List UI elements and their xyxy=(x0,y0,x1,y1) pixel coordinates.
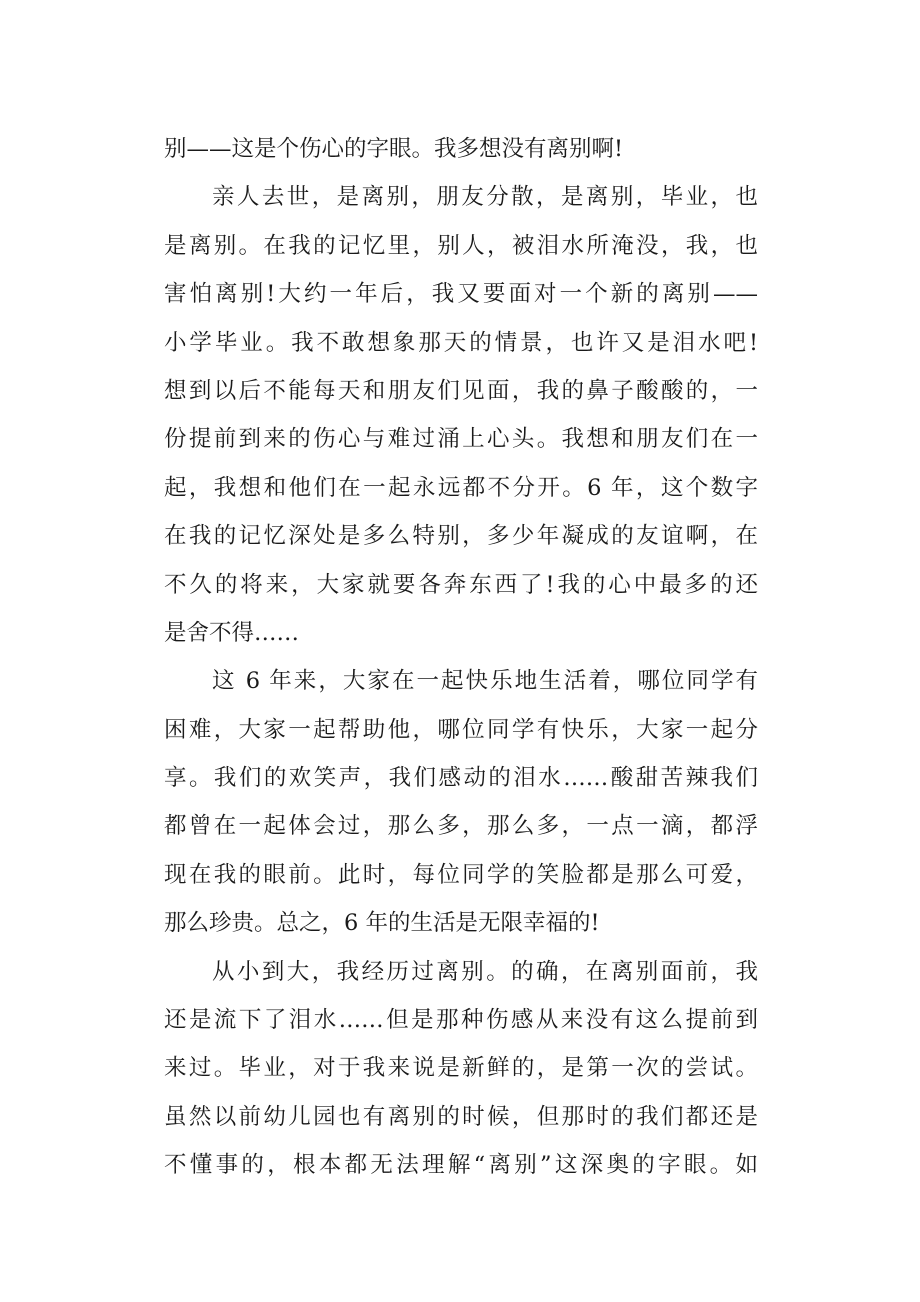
text-line: 别——这是个伤心的字眼。我多想没有离别啊! xyxy=(164,136,624,162)
text-line: 害怕离别!大约一年后，我又要面对一个新的离别—— xyxy=(164,281,758,308)
text-line: 虽然以前幼儿园也有离别的时候，但那时的我们都还是 xyxy=(164,1103,758,1130)
essay-body xyxy=(164,125,758,1190)
text-line: 困难，大家一起帮助他，哪位同学有快乐，大家一起分 xyxy=(164,716,758,743)
text-line: 是舍不得…… xyxy=(164,619,300,646)
text-line: 现在我的眼前。此时，每位同学的笑脸都是那么可爱， xyxy=(164,861,758,888)
text-line: 不懂事的，根本都无法理解“离别”这深奥的字眼。如 xyxy=(164,1152,758,1179)
text-line: 是离别。在我的记忆里，别人，被泪水所淹没，我，也 xyxy=(164,232,758,259)
text-line: 想到以后不能每天和朋友们见面，我的鼻子酸酸的，一 xyxy=(164,377,758,404)
text-line: 那么珍贵。总之，6 年的生活是无限幸福的! xyxy=(164,910,600,937)
text-line: 不久的将来，大家就要各奔东西了!我的心中最多的还 xyxy=(164,571,758,598)
text-line: 份提前到来的伤心与难过涌上心头。我想和朋友们在一 xyxy=(164,426,758,453)
text-line: 来过。毕业，对于我来说是新鲜的，是第一次的尝试。 xyxy=(164,1055,758,1082)
text-line: 起，我想和他们在一起永远都不分开。6 年，这个数字 xyxy=(164,474,758,501)
text-line: 小学毕业。我不敢想象那天的情景，也许又是泪水吧! xyxy=(164,329,758,356)
text-line: 还是流下了泪水……但是那种伤感从来没有这么提前到 xyxy=(164,1007,758,1034)
text-line: 都曾在一起体会过，那么多，那么多，一点一滴，都浮 xyxy=(164,813,758,840)
paragraph-start-line: 亲人去世，是离别，朋友分散，是离别，毕业，也 xyxy=(212,184,758,211)
text-line: 在我的记忆深处是多么特别，多少年凝成的友谊啊，在 xyxy=(164,523,758,550)
paragraph-start-line: 这 6 年来，大家在一起快乐地生活着，哪位同学有 xyxy=(212,668,758,695)
paragraph-start-line: 从小到大，我经历过离别。的确，在离别面前，我 xyxy=(212,958,758,985)
text-line: 享。我们的欢笑声，我们感动的泪水……酸甜苦辣我们 xyxy=(164,765,758,792)
